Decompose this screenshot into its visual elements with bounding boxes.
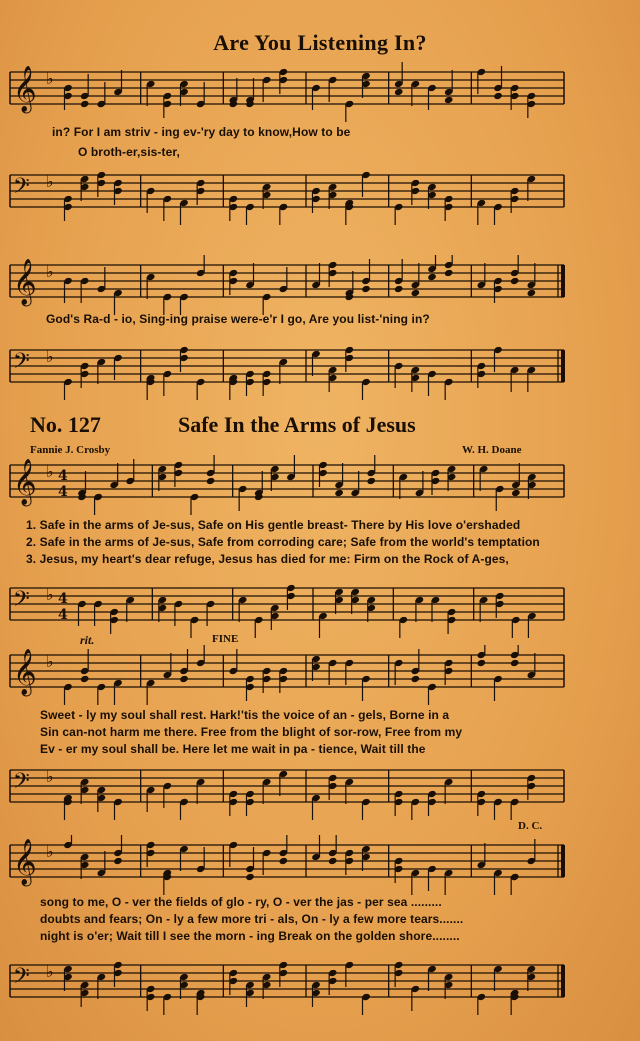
svg-text:♭: ♭ <box>46 462 54 481</box>
svg-text:♭: ♭ <box>46 172 54 191</box>
verse-line-3-stanza-2: doubts and fears; On - ly a few more tri - als, On - ly a few more tears....... <box>40 912 464 926</box>
svg-text:𝄞: 𝄞 <box>13 66 37 112</box>
staff-system-1-treble <box>8 62 568 122</box>
prev-lyric-line-1-alt: O broth-er,sis-ter, <box>78 145 180 159</box>
svg-text:𝄢: 𝄢 <box>13 964 30 994</box>
svg-text:𝄢: 𝄢 <box>13 769 30 799</box>
svg-text:♭: ♭ <box>46 585 54 604</box>
staff-system-2-bass <box>8 340 568 400</box>
svg-text:♭: ♭ <box>46 262 54 281</box>
svg-text:𝄞: 𝄞 <box>13 839 37 885</box>
svg-text:♭: ♭ <box>46 69 54 88</box>
prev-lyric-line-2: God's Ra-d - io, Sing-ing praise were-e'r I go, Are you list-'ning in? <box>46 312 430 326</box>
svg-text:4: 4 <box>58 484 68 500</box>
svg-text:𝄞: 𝄞 <box>13 259 37 305</box>
prev-hymn-title: Are You Listening In? <box>213 30 427 55</box>
svg-text:♭: ♭ <box>46 962 54 981</box>
hymn-author: Fannie J. Crosby <box>30 444 111 456</box>
staff-system-5-treble <box>8 835 568 895</box>
staff-system-5-bass <box>8 955 568 1015</box>
verse-line-2-stanza-3: Ev - er my soul shall be. Here let me wait in pa - tience, Wait till the <box>40 742 426 756</box>
svg-text:♭: ♭ <box>46 652 54 671</box>
prev-lyric-line-1: in? For I am striv - ing ev-'ry day to know,How to be <box>52 125 351 139</box>
svg-text:𝄞: 𝄞 <box>13 649 37 695</box>
svg-text:♭: ♭ <box>46 767 54 786</box>
staff-system-4-treble <box>8 645 568 705</box>
svg-text:4: 4 <box>58 468 68 484</box>
svg-text:♭: ♭ <box>46 842 54 861</box>
staff-system-1-bass <box>8 165 568 225</box>
da-capo-mark: D. C. <box>518 820 543 832</box>
svg-text:𝄢: 𝄢 <box>13 174 30 204</box>
staff-system-3-treble <box>8 455 568 515</box>
verse-line-1-stanza-3: 3. Jesus, my heart's dear refuge, Jesus has died for me: Firm on the Rock of A-ges, <box>26 552 509 566</box>
staff-system-4-bass <box>8 760 568 820</box>
svg-text:4: 4 <box>58 591 68 607</box>
svg-text:4: 4 <box>58 607 68 623</box>
verse-line-3-stanza-1: song to me, O - ver the fields of glo - ry, O - ver the jas - per sea ......... <box>40 895 442 909</box>
ritardando-mark: rit. <box>80 633 95 647</box>
fine-mark: FINE <box>212 633 239 645</box>
hymn-composer: W. H. Doane <box>462 444 522 456</box>
verse-line-2-stanza-1: Sweet - ly my soul shall rest. Hark!'tis the voice of an - gels, Borne in a <box>40 708 450 722</box>
svg-text:𝄢: 𝄢 <box>13 587 30 617</box>
verse-line-3-stanza-3: night is o'er; Wait till I see the morn - ing Break on the golden shore........ <box>40 929 460 943</box>
staff-system-3-bass <box>8 578 568 638</box>
verse-line-2-stanza-2: Sin can-not harm me there. Free from the blight of sor-row, Free from my <box>40 725 463 739</box>
svg-text:𝄢: 𝄢 <box>13 349 30 379</box>
svg-text:♭: ♭ <box>46 347 54 366</box>
verse-line-1-stanza-2: 2. Safe in the arms of Je-sus, Safe from corroding care; Safe from the world's temptation <box>26 535 540 549</box>
verse-line-1-stanza-1: 1. Safe in the arms of Je-sus, Safe on His gentle breast- There by His love o'ershaded <box>26 518 521 532</box>
hymn-number: No. 127 <box>30 412 101 437</box>
hymn-title: Safe In the Arms of Jesus <box>178 412 416 437</box>
staff-system-2-treble <box>8 255 568 315</box>
svg-text:𝄞: 𝄞 <box>13 459 37 505</box>
